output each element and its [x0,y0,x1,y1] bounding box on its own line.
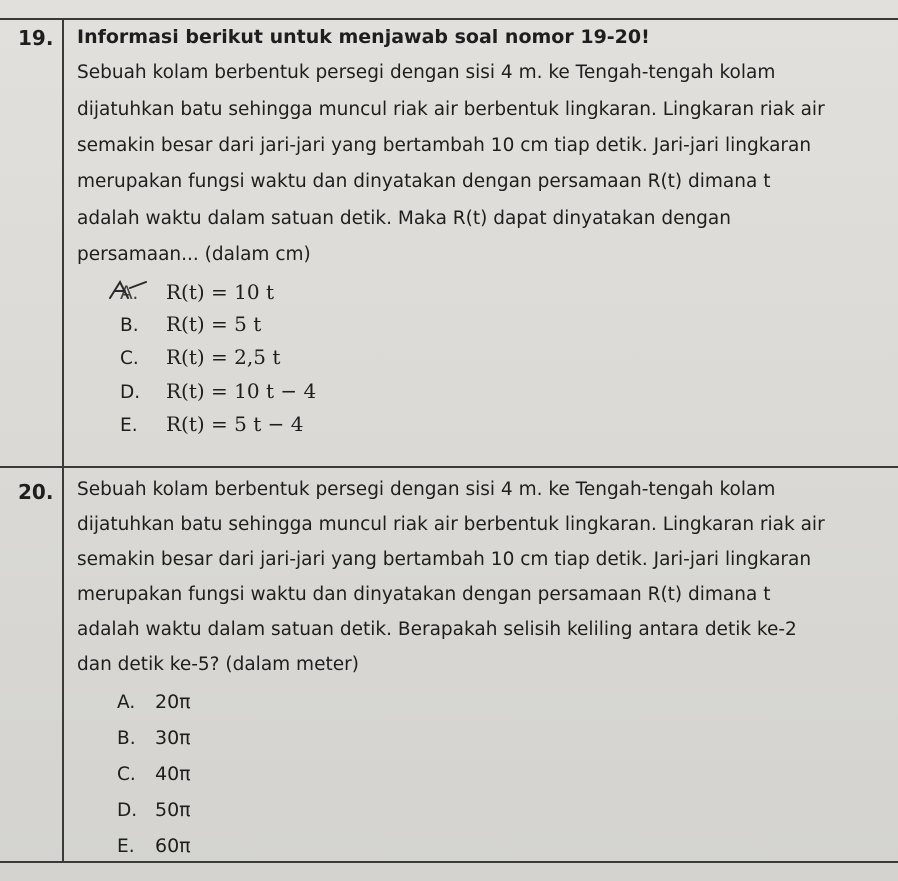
question-19-heading: Informasi berikut untuk menjawab soal nomor 19-20! [77,26,650,48]
q20-option-c-letter: C. [117,764,136,785]
q19-option-c-letter: C. [120,348,139,369]
q20-option-e-letter: E. [117,836,135,857]
question-20-line-3: semakin besar dari jari-jari yang bertambah 10 cm tiap detik. Jari-jari lingkaran [77,549,812,570]
q20-option-d[interactable] [117,801,191,821]
question-20-number: 20. [18,480,54,504]
q19-option-d[interactable] [120,381,316,403]
q19-option-e-letter: E. [120,415,138,436]
table-top-border [0,18,898,20]
question-19-line-3: semakin besar dari jari-jari yang bertambah 10 cm tiap detik. Jari-jari lingkaran [77,135,812,156]
table-bottom-border [0,861,898,863]
question-19-line-5: adalah waktu dalam satuan detik. Maka R(t) dapat dinyatakan dengan [77,208,731,229]
q20-option-a[interactable] [117,693,191,713]
q20-option-a-value: 20π [155,691,191,713]
q20-option-c[interactable] [117,765,191,785]
question-20-line-4: merupakan fungsi waktu dan dinyatakan dengan persamaan R(t) dimana t [77,584,771,605]
q19-option-c[interactable] [120,347,280,369]
table-column-divider [62,18,64,862]
question-20-line-1: Sebuah kolam berbentuk persegi dengan sisi 4 m. ke Tengah-tengah kolam [77,479,776,500]
question-19-line-6: persamaan... (dalam cm) [77,244,311,265]
q20-option-e-value: 60π [155,835,191,857]
question-19-number: 19. [18,26,54,50]
q20-option-d-value: 50π [155,799,191,821]
q19-option-d-letter: D. [120,382,141,403]
answer-check-mark [106,278,150,304]
question-20-line-5: adalah waktu dalam satuan detik. Berapakah selisih keliling antara detik ke-2 [77,619,797,640]
question-20-line-2: dijatuhkan batu sehingga muncul riak air berbentuk lingkaran. Lingkaran riak air [77,514,825,535]
q19-option-e-value: R(t) = 5 t − 4 [166,412,304,436]
q19-option-a-letter: A. [120,283,139,304]
q20-option-b-letter: B. [117,728,136,749]
q19-option-d-value: R(t) = 10 t − 4 [166,379,317,403]
q20-option-b[interactable] [117,729,191,749]
q20-option-d-letter: D. [117,800,138,821]
row-divider [0,466,898,468]
q19-option-b-value: R(t) = 5 t [166,312,262,336]
q19-option-a-value: R(t) = 10 t [166,280,275,304]
question-19-line-1: Sebuah kolam berbentuk persegi dengan sisi 4 m. ke Tengah-tengah kolam [77,62,776,83]
q19-option-b-letter: B. [120,315,139,336]
q19-option-b[interactable] [120,314,261,336]
q19-option-c-value: R(t) = 2,5 t [166,345,281,369]
question-19-line-2: dijatuhkan batu sehingga muncul riak air berbentuk lingkaran. Lingkaran riak air [77,99,825,120]
q19-option-e[interactable] [120,414,304,436]
q20-option-b-value: 30π [155,727,191,749]
question-19-line-4: merupakan fungsi waktu dan dinyatakan dengan persamaan R(t) dimana t [77,171,771,192]
question-20-line-6: dan detik ke-5? (dalam meter) [77,654,359,675]
q20-option-e[interactable] [117,837,191,857]
q20-option-a-letter: A. [117,692,136,713]
q20-option-c-value: 40π [155,763,191,785]
